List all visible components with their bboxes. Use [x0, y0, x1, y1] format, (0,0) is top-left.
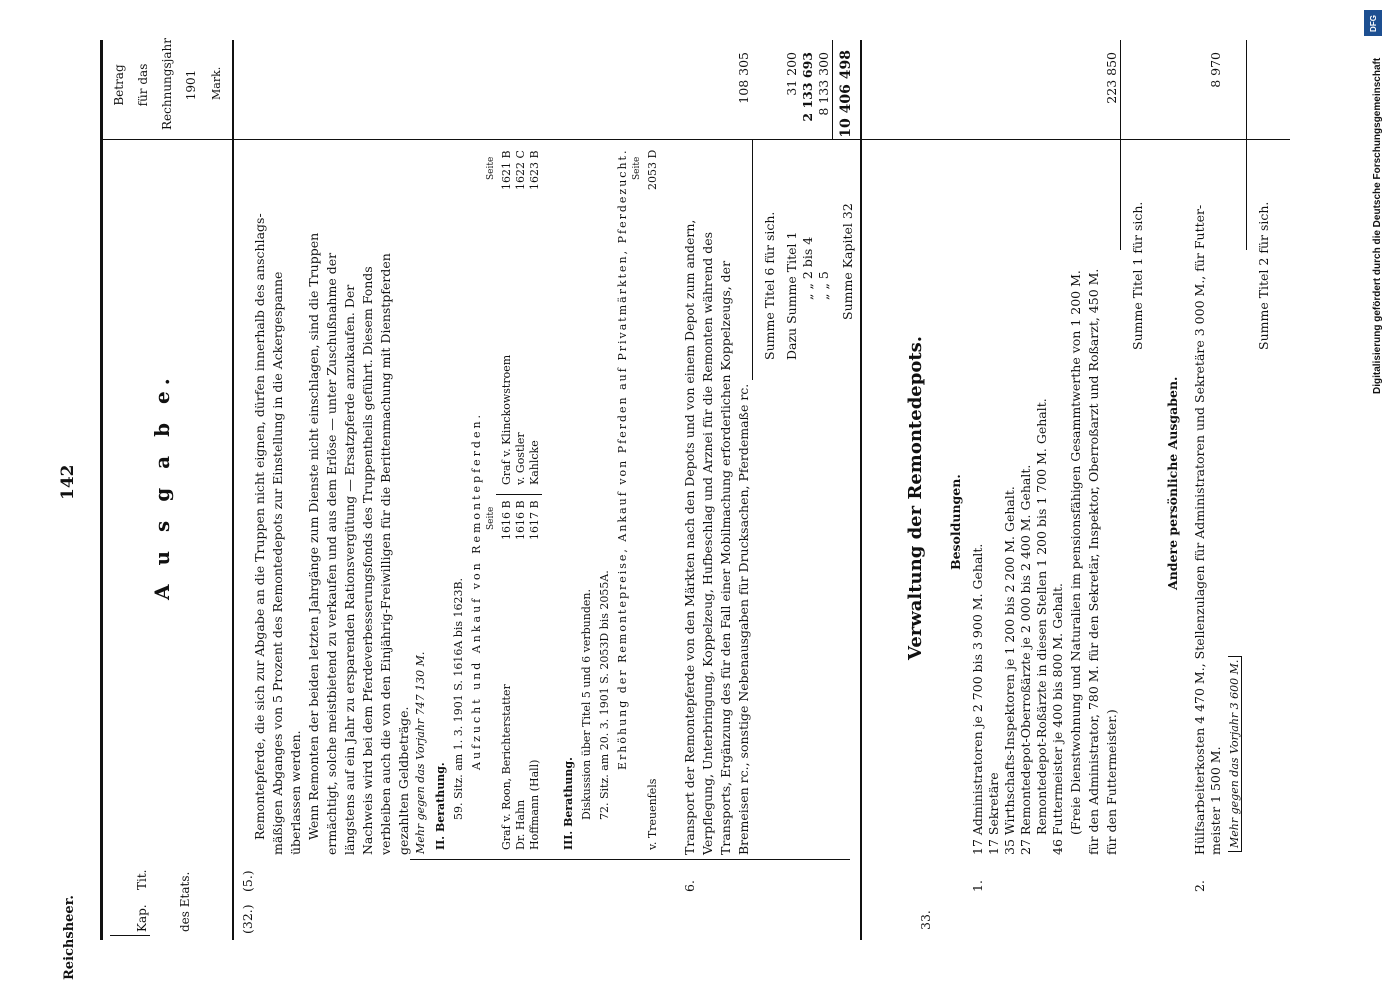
mehr-vorjahr: Mehr gegen das Vorjahr 747 130 M.: [414, 651, 427, 854]
summe-rule: [752, 140, 753, 380]
mehr-vorjahr-2: Mehr gegen das Vorjahr 3 600 M.: [1228, 656, 1242, 852]
speaker-treuenfels-page: 2053 D: [646, 149, 659, 190]
header-divider: [110, 935, 150, 936]
col-tit-label: Tit.: [135, 869, 149, 890]
speaker-divider: [496, 494, 542, 495]
speaker-right: v. Gostler: [514, 432, 527, 485]
seite-label: Seite: [486, 506, 496, 530]
summe-titel1: Summe Titel 1 für sich.: [1130, 201, 1145, 350]
beratung-3: III. Berathung.: [562, 757, 575, 850]
header-rule-bottom: [232, 40, 234, 940]
kap33-line: Remontedepot-Roßärzte in diesen Stellen 1 200 bis 1 700 M. Gehalt.: [1034, 398, 1049, 835]
col-betrag-1: Betrag: [112, 64, 126, 106]
kap33-line: 17 Administratoren je 2 700 bis 3 900 M. Gehalt.: [970, 543, 985, 855]
kap33-line: 35 Wirthschafts-Inspektoren je 1 200 bis 2 200 M. Gehalt.: [1002, 486, 1017, 855]
summe-titel2: Summe Titel 2 für sich.: [1256, 201, 1271, 350]
kap32-text-line: Nachweis wird bei dem Pferdeverbesserungsfonds des Truppentheils geführt. Diesem Fonds: [360, 266, 375, 855]
speaker-right-page: 1623 B: [528, 150, 541, 190]
amount-kapitel32: 10 406 498: [838, 50, 854, 138]
kap32-text-line: längstens auf ein Jahr zu ersparenden Rationsvergütung — Ersatzpferde anzukaufen. Der: [342, 284, 357, 855]
tit6-amount: 108 305: [736, 52, 751, 104]
kap32-text-line: ermächtigt, solche meistbietend zu verkaufen und aus dem Erlöse — unter Zuschußnahme der: [324, 252, 339, 855]
speaker-right: Graf v. Klinckowstroem: [500, 354, 513, 485]
andere-heading: Andere persönliche Ausgaben.: [1165, 376, 1180, 590]
diskussion: Diskussion über Titel 5 und 6 verbunden.: [580, 589, 593, 820]
kap32-text-line: mäßigen Abganges von 5 Prozent des Remontedepots zur Einstellung in die Ackergespanne: [270, 271, 285, 855]
seite-label-3: Seite: [632, 156, 642, 180]
sitzung-72: 72. Sitz. am 20. 3. 1901 S. 2053D bis 2055A.: [598, 570, 611, 820]
col-betrag-2: für das: [136, 63, 150, 107]
speaker-treuenfels: v. Treuenfels: [646, 778, 659, 850]
page-number: 142: [58, 464, 78, 500]
speaker-left: Hoffmann (Hall): [528, 759, 541, 850]
kap32-text-line: gezahlten Geldbeträge.: [396, 706, 411, 855]
kapitel-sum-rule: [832, 40, 833, 140]
kap33-line: 27 Remontedepot-Oberroßärzte je 2 000 bis 2 400 M. Gehalt.: [1018, 464, 1033, 855]
speaker-right-page: 1621 B: [500, 150, 513, 190]
kap32-text-line: überlassen werden.: [288, 730, 303, 855]
dazu-titel1: Dazu Summe Titel 1: [784, 231, 799, 360]
speaker-left: Dr. Hahn: [514, 799, 527, 850]
col-kap-label: Kap.: [135, 904, 149, 932]
kap32-tit5: (5.): [240, 870, 255, 892]
kap33-heading: Verwaltung der Remontedepots.: [905, 335, 926, 660]
speaker-left: Graf v. Roon, Berichterstatter: [500, 684, 513, 850]
col-mark: Mark.: [210, 66, 223, 100]
seite-label-right: Seite: [486, 156, 496, 180]
aufzucht-heading: Aufzucht und Ankauf von Remontepferden.: [470, 411, 483, 770]
amount-t1: 31 200: [784, 52, 799, 96]
beratung-2: II. Berathung.: [434, 762, 447, 850]
speaker-right: Kahlcke: [528, 440, 541, 485]
sitzung-59: 59. Sitz. am 1. 3. 1901 S. 1616A bis 1623B.: [452, 577, 465, 820]
summe-titel1-rule: [1120, 40, 1121, 250]
col-betrag-4: 1901: [184, 69, 198, 101]
speaker-left-page: 1616 B: [500, 500, 513, 540]
amount-t2-4: 2 133 693: [800, 52, 815, 122]
erhoehung-heading: Erhöhung der Remontepreise, Ankauf von Pferden auf Privatmärkten, Pferdezucht.: [616, 148, 629, 770]
kap33-line: 17 Sekretäre: [986, 772, 1001, 855]
col-des-etats-label: des Etats.: [178, 871, 192, 932]
amount-t5: 8 133 300: [816, 52, 831, 116]
kap33-tit2-amount: 8 970: [1208, 52, 1223, 88]
kap33-tit1-number: 1.: [970, 880, 985, 892]
speaker-left-page: 1616 B: [514, 500, 527, 540]
dazu-titel5: „ „ 5: [816, 271, 831, 300]
dfg-logo: DFG: [1364, 10, 1382, 36]
dazu-titel2-4: „ „ 2 bis 4: [800, 236, 815, 300]
besoldungen-heading: Besoldungen.: [948, 474, 963, 570]
tit6-line: Bremeisen rc., sonstige Nebenausgaben für Drucksachen, Pferdemaße rc.: [736, 383, 751, 855]
speaker-left-page: 1617 B: [528, 500, 541, 540]
kap32-text-line: Wenn Remonten der beiden letzten Jahrgänge zum Dienste nicht einschlagen, sind die Truppen: [306, 232, 321, 840]
kap33-line: (Freie Dienstwohnung und Naturalien im pensionsfähigen Gesammtwerthe von 1 200 M.: [1068, 270, 1083, 835]
col-betrag-3: Rechnungsjahr: [160, 38, 174, 130]
kap33-tit2-line: meister 1 500 M.: [1208, 746, 1223, 855]
summe-titel6: Summe Titel 6 für sich.: [762, 211, 777, 360]
kap33-tit2-line: Hülfsarbeiterkosten 4 470 M., Stellenzulagen für Administratoren und Sekretäre 3 000 M., für Futter-: [1192, 204, 1207, 855]
tit6-line: Verpflegung, Unterbringung, Koppelzeug, Hufbeschlag und Arznei für die Remonten während des: [700, 231, 715, 855]
tit6-line: Transports, Ergänzung des für den Fall einer Mobilmachung erforderlichen Koppelzeugs, der: [718, 260, 733, 855]
section-title: Reichsheer.: [62, 895, 77, 980]
kap33-number: 33.: [918, 910, 933, 930]
kap33-line: für den Administrator, 780 M. für den Sekretär, Inspektor, Oberroßarzt und Roßarzt, 450 M.: [1086, 268, 1101, 855]
tit6-line: Transport der Remontepferde von den Märkten nach den Depots und von einem Depot zum andern,: [682, 219, 697, 855]
kap-divider-rule: [860, 40, 862, 940]
kap33-line: 46 Futtermeister je 400 bis 800 M. Gehalt.: [1050, 583, 1065, 855]
speaker-right-page: 1622 C: [514, 150, 527, 190]
kap32-number: (32.): [240, 904, 255, 934]
summe-kapitel32: Summe Kapitel 32: [840, 203, 855, 320]
kap32-text-line: verbleiben auch die von den Einjährig-Freiwilligen für die Berittenmachung mit Dienstpferden: [378, 253, 393, 855]
header-rule-top: [100, 40, 103, 940]
debate-bracket: [410, 859, 850, 860]
kap33-tit2-number: 2.: [1192, 880, 1207, 892]
summe-titel2-rule: [1246, 40, 1247, 250]
tit6-number: 6.: [682, 880, 697, 892]
dfg-stamp-text: Digitalisierung gefördert durch die Deutsche Forschungsgemeinschaft: [1372, 57, 1383, 394]
kap33-tit1-amount: 223 850: [1104, 52, 1119, 104]
main-title: A u s g a b e.: [150, 372, 174, 600]
kap32-text-line: Remontepferde, die sich zur Abgabe an die Truppen nicht eignen, dürfen innerhalb des anschlags-: [252, 213, 267, 840]
kap33-line: für den Futtermeister.): [1104, 709, 1119, 855]
